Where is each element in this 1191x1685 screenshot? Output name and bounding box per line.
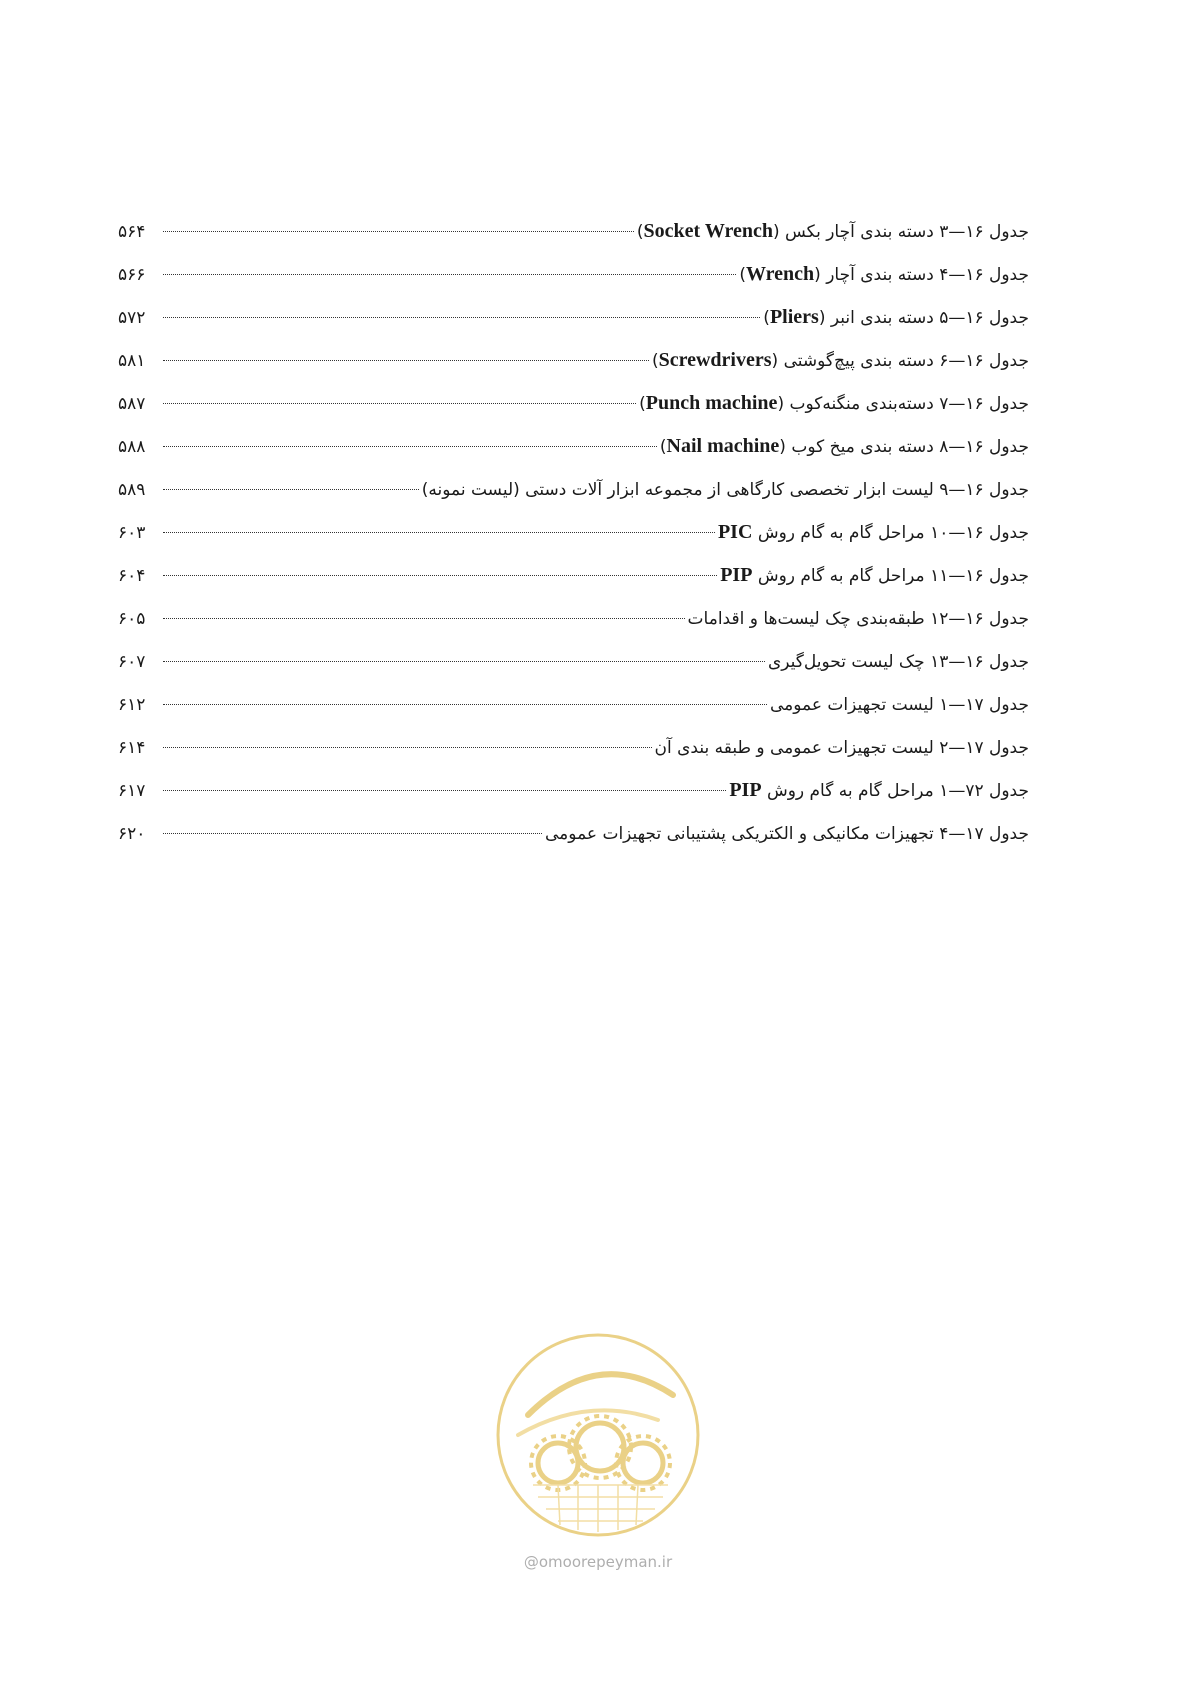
toc-page-number: ۵۶۴ [118,222,146,242]
toc-entry[interactable] [118,726,1029,769]
toc-entry-title: جدول ۱۷—۲ لیست تجهیزات عمومی و طبقه بندی آن [654,738,1029,758]
toc-page-number: ۵۸۹ [118,480,146,500]
toc-page-number: ۶۰۳ [118,523,146,543]
table-of-contents [118,210,1029,855]
dot-leader [163,360,649,361]
toc-entry[interactable] [118,511,1029,554]
dot-leader [163,833,542,834]
toc-page-number: ۵۸۷ [118,394,146,414]
toc-entry[interactable] [118,640,1029,683]
toc-entry-title: جدول ۱۶—۳ دسته بندی آچار بکس (Socket Wrench) [636,220,1029,242]
dot-leader [163,274,736,275]
dot-leader [163,446,657,447]
toc-entry[interactable] [118,769,1029,812]
toc-entry[interactable] [118,554,1029,597]
toc-entry[interactable] [118,253,1029,296]
toc-page-number: ۶۰۷ [118,652,146,672]
toc-page-number: ۵۸۱ [118,351,146,371]
toc-page-number: ۶۱۲ [118,695,146,715]
toc-page-number: ۵۶۶ [118,265,146,285]
toc-entry-title: جدول ۱۶—۷ دسته‌بندی منگنه‌کوب (Punch machine) [639,392,1029,414]
dot-leader [163,403,636,404]
dot-leader [163,747,652,748]
watermark-url: @omoorepeyman.ir [523,1553,673,1571]
toc-entry-title: جدول ۱۶—۸ دسته بندی میخ کوب (Nail machine) [659,435,1029,457]
dot-leader [163,618,685,619]
toc-page-number: ۶۰۵ [118,609,146,629]
toc-page-number: ۶۲۰ [118,824,146,844]
dot-leader [163,532,715,533]
toc-entry[interactable] [118,683,1029,726]
toc-page-number: ۵۸۸ [118,437,146,457]
toc-entry[interactable] [118,382,1029,425]
toc-page-number: ۶۰۴ [118,566,146,586]
toc-page-number: ۶۱۷ [118,781,146,801]
dot-leader [163,704,767,705]
watermark-logo-icon [488,1325,708,1545]
toc-entry[interactable] [118,339,1029,382]
toc-entry-title: جدول ۱۶—۱۳ چک لیست تحویل‌گیری [767,652,1029,672]
toc-entry-title: جدول ۱۶—۵ دسته بندی انبر (Pliers) [763,306,1029,328]
toc-entry[interactable] [118,597,1029,640]
toc-entry-title: جدول ۱۷—۴ تجهیزات مکانیکی و الکتریکی پشتیبانی تجهیزات عمومی [545,824,1029,844]
toc-entry-title: جدول ۱۶—۹ لیست ابزار تخصصی کارگاهی از مجموعه ابزار آلات دستی (لیست نمونه) [421,480,1029,500]
toc-entry[interactable] [118,210,1029,253]
toc-entry[interactable] [118,425,1029,468]
toc-entry-title: جدول ۱۶—۱۱ مراحل گام به گام روش PIP [720,564,1029,586]
toc-entry-title: جدول ۱۶—۱۰ مراحل گام به گام روش PIC [717,521,1029,543]
dot-leader [163,790,726,791]
toc-entry-title: جدول ۱۶—۶ دسته بندی پیچ‌گوشتی (Screwdrivers) [651,349,1029,371]
toc-entry[interactable] [118,296,1029,339]
dot-leader [163,661,765,662]
toc-entry-title: جدول ۱۷—۱ لیست تجهیزات عمومی [770,695,1029,715]
toc-page-number: ۶۱۴ [118,738,146,758]
toc-entry-title: جدول ۱۶—۱۲ طبقه‌بندی چک لیست‌ها و اقدامات [687,609,1029,629]
dot-leader [163,317,760,318]
toc-entry-title: جدول ۷۲—۱ مراحل گام به گام روش PIP [729,779,1029,801]
dot-leader [163,575,717,576]
dot-leader [163,489,419,490]
dot-leader [163,231,634,232]
toc-entry[interactable] [118,468,1029,511]
toc-entry-title: جدول ۱۶—۴ دسته بندی آچار (Wrench) [739,263,1029,285]
watermark [488,1325,708,1575]
toc-page-number: ۵۷۲ [118,308,146,328]
toc-entry[interactable] [118,812,1029,855]
